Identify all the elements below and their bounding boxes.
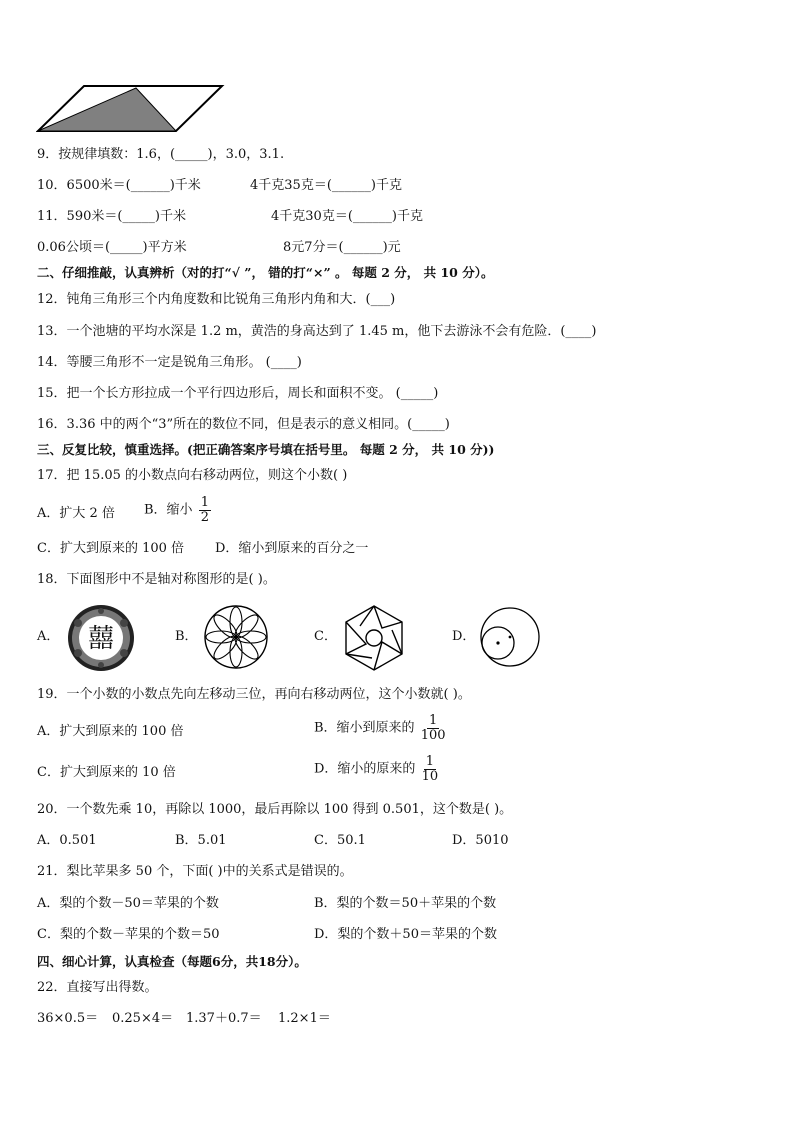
fraction-denominator: 2 [200, 510, 209, 525]
question-10-b: 4千克35克＝(______)千克 [250, 178, 402, 193]
question-22: 22．直接写出得数。 [37, 980, 158, 995]
question-20-option-b: B．5.01 [175, 833, 227, 848]
fraction-numerator: 1 [200, 495, 209, 510]
section-2-heading: 二、仔细推敲，认真辨析（对的打“√ ”， 错的打“×” 。 每题 2 分， 共 10 分）。 [37, 265, 494, 280]
question-11-b: 4千克30克＝(______)千克 [271, 209, 423, 224]
q22-item-3: 1.37＋0.7＝ [186, 1011, 262, 1026]
section-4-heading: 四、细心计算，认真检查（每题6分，共18分）。 [37, 954, 307, 969]
question-17-option-b [144, 496, 211, 525]
question-11-d: 8元7分＝(______)元 [283, 240, 401, 255]
question-19-option-a: A．扩大到原来的 100 倍 [37, 724, 184, 739]
pinwheel-figure [338, 602, 410, 674]
fraction-numerator: 1 [428, 713, 438, 728]
question-21-option-b: B．梨的个数＝50＋苹果的个数 [314, 896, 497, 911]
question-17-option-d: D．缩小到原来的百分之一 [215, 541, 369, 556]
question-21: 21．梨比苹果多 50 个，下面( )中的关系式是错误的。 [37, 864, 353, 879]
q18-label-d: D． [452, 629, 476, 644]
q22-item-2: 0.25×4＝ [112, 1011, 174, 1026]
question-17: 17．把 15.05 的小数点向右移动两位，则这个小数( ) [37, 468, 348, 483]
question-21-option-d: D．梨的个数＋50＝苹果的个数 [314, 927, 497, 942]
q18-label-b: B． [175, 629, 198, 644]
nested-circles-figure [478, 605, 542, 669]
question-19: 19．一个小数的小数点先向左移动三位，再向右移动两位，这个小数就( )。 [37, 687, 471, 702]
question-17-option-c: C．扩大到原来的 100 倍 [37, 541, 185, 556]
option-b-text: B．缩小到原来的 [314, 720, 415, 736]
double-happiness-character: 囍 [87, 624, 115, 654]
question-20: 20．一个数先乘 10，再除以 1000，最后再除以 100 得到 0.501，这个数是( )。 [37, 802, 513, 817]
option-d-text: D．缩小的原来的 [314, 761, 416, 777]
question-14: 14．等腰三角形不一定是锐角三角形。 (____) [37, 355, 302, 370]
fraction-one-tenth [422, 755, 439, 784]
question-20-option-c: C．50.1 [314, 833, 366, 848]
question-17-option-a: A．扩大 2 倍 [37, 506, 115, 521]
parallelogram-figure [36, 84, 226, 134]
option-b-text: B．缩小 [144, 502, 193, 518]
question-20-option-d: D．5010 [452, 833, 509, 848]
question-19-option-c: C．扩大到原来的 10 倍 [37, 765, 176, 780]
flower-circle-figure [203, 604, 269, 670]
question-13: 13．一个池塘的平均水深是 1.2 m，黄浩的身高达到了 1.45 m，他下去游泳不会有危险．(____) [37, 324, 597, 339]
fraction-denominator: 100 [420, 728, 446, 743]
question-18: 18．下面图形中不是轴对称图形的是( )。 [37, 572, 276, 587]
section-3-heading: 三、反复比较，慎重选择。(把正确答案序号填在括号里。 每题 2 分， 共 10 分)) [37, 442, 495, 457]
question-12: 12．钝角三角形三个内角度数和比锐角三角形内角和大．(___) [37, 292, 396, 307]
question-15: 15．把一个长方形拉成一个平行四边形后，周长和面积不变。 (_____) [37, 386, 439, 401]
question-9: 9．按规律填数：1.6，(_____)，3.0，3.1. [37, 147, 285, 162]
q22-item-1: 36×0.5＝ [37, 1011, 99, 1026]
double-happiness-emblem [66, 603, 136, 673]
q18-label-c: C． [314, 629, 337, 644]
fraction-denominator: 10 [421, 769, 439, 784]
question-21-option-c: C．梨的个数－苹果的个数＝50 [37, 927, 220, 942]
question-19-option-b [314, 714, 446, 743]
fraction-one-half [199, 496, 211, 525]
q22-item-4: 1.2×1＝ [278, 1011, 331, 1026]
question-21-option-a: A．梨的个数－50＝苹果的个数 [37, 896, 219, 911]
fraction-numerator: 1 [425, 754, 434, 769]
question-16: 16．3.36 中的两个“3”所在的数位不同，但是表示的意义相同。(_____) [37, 417, 450, 432]
q18-label-a: A． [37, 629, 60, 644]
fraction-one-hundredth [421, 714, 446, 743]
question-19-option-d [314, 755, 438, 784]
question-20-option-a: A．0.501 [37, 833, 97, 848]
question-11-a: 11．590米＝(_____)千米 [37, 209, 186, 224]
question-10-a: 10．6500米＝(______)千米 [37, 178, 201, 193]
question-11-c: 0.06公顷＝(_____)平方米 [37, 240, 187, 255]
